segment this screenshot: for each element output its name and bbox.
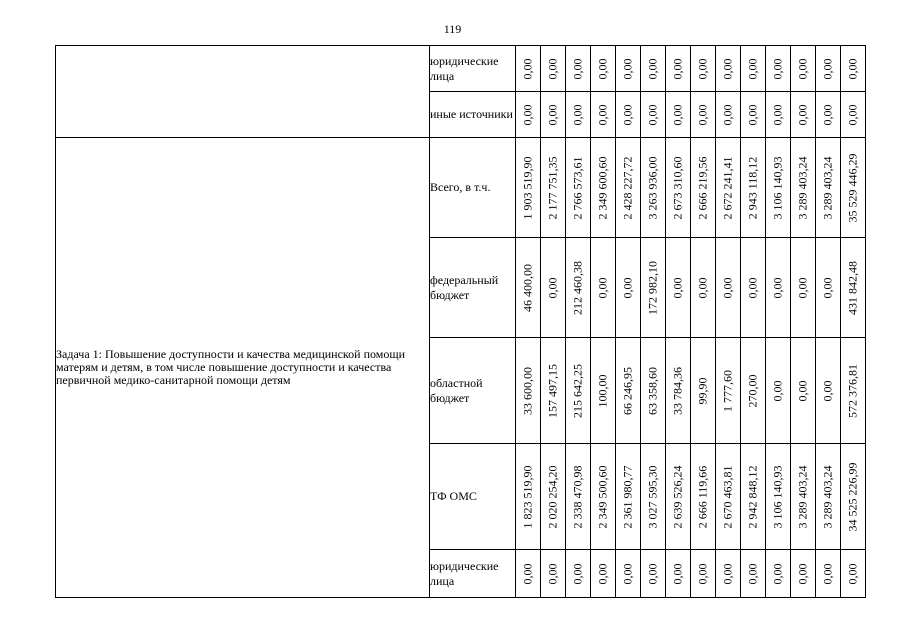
value-text: 0,00 (720, 58, 735, 79)
value-cell (741, 238, 766, 338)
value-text: 3 106 140,93 (770, 156, 785, 219)
budget-table (55, 45, 866, 598)
value-cell (591, 444, 616, 550)
value-text: 0,00 (795, 277, 810, 298)
value-text: 0,00 (545, 58, 560, 79)
value-cell (591, 138, 616, 238)
value-cell (566, 92, 591, 138)
value-text: 0,00 (545, 277, 560, 298)
value-cell (791, 46, 816, 92)
value-text: 0,00 (570, 58, 585, 79)
value-text: 0,00 (745, 58, 760, 79)
value-text: 66 246,95 (620, 366, 635, 415)
value-cell (766, 444, 791, 550)
value-text: 2 942 848,12 (745, 465, 760, 528)
value-cell (716, 92, 741, 138)
value-text: 0,00 (520, 563, 535, 584)
value-text: 0,00 (820, 380, 835, 401)
value-cell (566, 338, 591, 444)
value-cell (766, 550, 791, 598)
value-text: 33 600,00 (520, 366, 535, 415)
funding-source-cell: иные источники (430, 92, 516, 138)
value-text: 3 289 403,24 (795, 156, 810, 219)
task-cell: Задача 1: Повышение доступности и качества медицинской помощи матерям и детям, в том числе повышение доступности и качества первичной медико-санитарной помощи детям (56, 138, 430, 598)
value-cell (641, 238, 666, 338)
value-text: 157 497,15 (545, 363, 560, 418)
value-cell (641, 338, 666, 444)
value-text: 270,00 (745, 374, 760, 407)
value-text: 2 349 600,60 (595, 156, 610, 219)
funding-source-cell: юридические лица (430, 550, 516, 598)
value-text: 2 943 118,12 (745, 156, 760, 219)
funding-source-cell: Всего, в т.ч. (430, 138, 516, 238)
value-cell (666, 46, 691, 92)
value-text: 3 027 595,30 (645, 465, 660, 528)
value-cell (816, 338, 841, 444)
value-cell (791, 138, 816, 238)
value-cell (666, 92, 691, 138)
value-cell (691, 92, 716, 138)
value-cell (641, 138, 666, 238)
value-cell (616, 238, 641, 338)
value-text: 2 766 573,61 (570, 156, 585, 219)
value-cell (516, 550, 541, 598)
value-cell (516, 444, 541, 550)
value-cell (766, 238, 791, 338)
value-cell (666, 338, 691, 444)
value-cell (541, 92, 566, 138)
value-cell (691, 444, 716, 550)
value-text: 0,00 (695, 563, 710, 584)
value-text: 0,00 (695, 277, 710, 298)
value-cell (816, 444, 841, 550)
value-cell (541, 46, 566, 92)
value-text: 3 289 403,24 (820, 156, 835, 219)
value-cell (716, 338, 741, 444)
value-text: 2 639 526,24 (670, 465, 685, 528)
value-cell (816, 238, 841, 338)
value-text: 2 666 119,66 (695, 465, 710, 528)
value-cell (816, 138, 841, 238)
value-cell (641, 550, 666, 598)
value-cell (766, 92, 791, 138)
value-text: 0,00 (770, 563, 785, 584)
value-cell (616, 92, 641, 138)
value-cell (741, 46, 766, 92)
value-cell (666, 138, 691, 238)
value-text: 0,00 (745, 563, 760, 584)
value-cell (841, 138, 866, 238)
value-cell (641, 92, 666, 138)
value-text: 2 670 463,81 (720, 465, 735, 528)
value-cell (516, 138, 541, 238)
value-cell (666, 238, 691, 338)
value-text: 3 263 936,00 (645, 156, 660, 219)
value-text: 1 903 519,90 (520, 156, 535, 219)
value-cell (541, 138, 566, 238)
value-text: 0,00 (745, 277, 760, 298)
value-text: 2 361 980,77 (620, 465, 635, 528)
funding-source-cell: федеральный бюджет (430, 238, 516, 338)
value-cell (816, 46, 841, 92)
value-text: 0,00 (720, 104, 735, 125)
value-cell (766, 138, 791, 238)
value-text: 572 376,81 (845, 363, 860, 418)
value-text: 0,00 (595, 563, 610, 584)
value-text: 0,00 (845, 58, 860, 79)
value-text: 431 842,48 (845, 260, 860, 315)
value-text: 0,00 (670, 58, 685, 79)
value-text: 0,00 (645, 58, 660, 79)
value-cell (716, 46, 741, 92)
value-text: 215 642,25 (570, 363, 585, 418)
value-cell (816, 550, 841, 598)
value-text: 0,00 (595, 58, 610, 79)
value-cell (541, 550, 566, 598)
value-text: 2 673 310,60 (670, 156, 685, 219)
value-cell (841, 338, 866, 444)
table-row (56, 138, 866, 238)
value-cell (516, 92, 541, 138)
value-text: 2 672 241,41 (720, 156, 735, 219)
value-cell (766, 338, 791, 444)
value-text: 172 982,10 (645, 260, 660, 315)
value-text: 0,00 (795, 563, 810, 584)
value-text: 0,00 (695, 104, 710, 125)
value-cell (516, 338, 541, 444)
value-cell (616, 46, 641, 92)
value-text: 0,00 (545, 104, 560, 125)
value-text: 99,90 (695, 377, 710, 404)
value-cell (741, 550, 766, 598)
task-cell (56, 46, 430, 138)
value-text: 0,00 (770, 58, 785, 79)
value-cell (691, 550, 716, 598)
value-text: 0,00 (820, 277, 835, 298)
value-cell (741, 338, 766, 444)
value-cell (591, 338, 616, 444)
value-cell (716, 238, 741, 338)
value-text: 0,00 (620, 104, 635, 125)
value-text: 0,00 (620, 58, 635, 79)
table-row (56, 46, 866, 92)
value-text: 0,00 (845, 563, 860, 584)
value-cell (841, 444, 866, 550)
value-cell (566, 138, 591, 238)
funding-source-cell: областной бюджет (430, 338, 516, 444)
value-text: 0,00 (570, 563, 585, 584)
value-text: 0,00 (620, 277, 635, 298)
value-cell (691, 46, 716, 92)
value-text: 46 400,00 (520, 263, 535, 312)
value-cell (841, 238, 866, 338)
funding-source-cell: ТФ ОМС (430, 444, 516, 550)
value-text: 0,00 (595, 277, 610, 298)
value-text: 0,00 (670, 563, 685, 584)
value-text: 0,00 (795, 104, 810, 125)
value-cell (716, 138, 741, 238)
page-number: 119 (443, 22, 462, 36)
value-text: 2 666 219,56 (695, 156, 710, 219)
value-text: 0,00 (520, 58, 535, 79)
value-text: 3 289 403,24 (795, 465, 810, 528)
value-cell (841, 46, 866, 92)
value-cell (791, 338, 816, 444)
value-text: 2 349 500,60 (595, 465, 610, 528)
value-cell (791, 550, 816, 598)
value-cell (566, 550, 591, 598)
value-cell (791, 92, 816, 138)
value-cell (666, 444, 691, 550)
value-text: 0,00 (595, 104, 610, 125)
value-cell (641, 444, 666, 550)
value-cell (791, 444, 816, 550)
value-text: 2 177 751,35 (545, 156, 560, 219)
value-cell (616, 338, 641, 444)
value-cell (541, 238, 566, 338)
value-text: 0,00 (820, 58, 835, 79)
value-text: 0,00 (845, 104, 860, 125)
value-text: 63 358,60 (645, 366, 660, 415)
value-cell (591, 238, 616, 338)
value-text: 0,00 (545, 563, 560, 584)
funding-source-cell: юридические лица (430, 46, 516, 92)
value-cell (791, 238, 816, 338)
value-text: 0,00 (720, 277, 735, 298)
value-cell (716, 444, 741, 550)
value-text: 0,00 (820, 104, 835, 125)
value-cell (691, 238, 716, 338)
value-text: 0,00 (645, 104, 660, 125)
value-cell (616, 550, 641, 598)
value-cell (766, 46, 791, 92)
value-text: 0,00 (820, 563, 835, 584)
value-cell (691, 138, 716, 238)
value-text: 1 823 519,90 (520, 465, 535, 528)
value-text: 0,00 (770, 380, 785, 401)
value-text: 0,00 (745, 104, 760, 125)
value-text: 34 525 226,99 (845, 462, 860, 531)
value-cell (741, 92, 766, 138)
value-cell (716, 550, 741, 598)
value-cell (666, 550, 691, 598)
value-text: 212 460,38 (570, 260, 585, 315)
value-text: 2 428 227,72 (620, 156, 635, 219)
value-cell (541, 444, 566, 550)
value-text: 0,00 (645, 563, 660, 584)
value-text: 33 784,36 (670, 366, 685, 415)
value-text: 3 289 403,24 (820, 465, 835, 528)
value-cell (591, 550, 616, 598)
value-text: 3 106 140,93 (770, 465, 785, 528)
value-text: 100,00 (595, 374, 610, 407)
value-text: 2 338 470,98 (570, 465, 585, 528)
value-text: 0,00 (720, 563, 735, 584)
value-cell (841, 92, 866, 138)
value-text: 0,00 (795, 380, 810, 401)
value-text: 0,00 (695, 58, 710, 79)
value-cell (541, 338, 566, 444)
value-cell (566, 444, 591, 550)
value-text: 0,00 (795, 58, 810, 79)
value-cell (591, 92, 616, 138)
value-cell (691, 338, 716, 444)
value-cell (616, 138, 641, 238)
value-cell (641, 46, 666, 92)
value-cell (566, 46, 591, 92)
value-cell (566, 238, 591, 338)
value-cell (741, 444, 766, 550)
value-text: 0,00 (770, 277, 785, 298)
value-text: 0,00 (670, 277, 685, 298)
value-cell (816, 92, 841, 138)
value-cell (616, 444, 641, 550)
value-text: 0,00 (770, 104, 785, 125)
value-cell (516, 238, 541, 338)
value-text: 0,00 (570, 104, 585, 125)
value-text: 35 529 446,29 (845, 153, 860, 222)
value-cell (516, 46, 541, 92)
value-text: 1 777,60 (720, 369, 735, 412)
value-text: 0,00 (670, 104, 685, 125)
value-cell (741, 138, 766, 238)
value-text: 0,00 (620, 563, 635, 584)
value-cell (591, 46, 616, 92)
value-text: 0,00 (520, 104, 535, 125)
value-text: 2 020 254,20 (545, 465, 560, 528)
value-cell (841, 550, 866, 598)
